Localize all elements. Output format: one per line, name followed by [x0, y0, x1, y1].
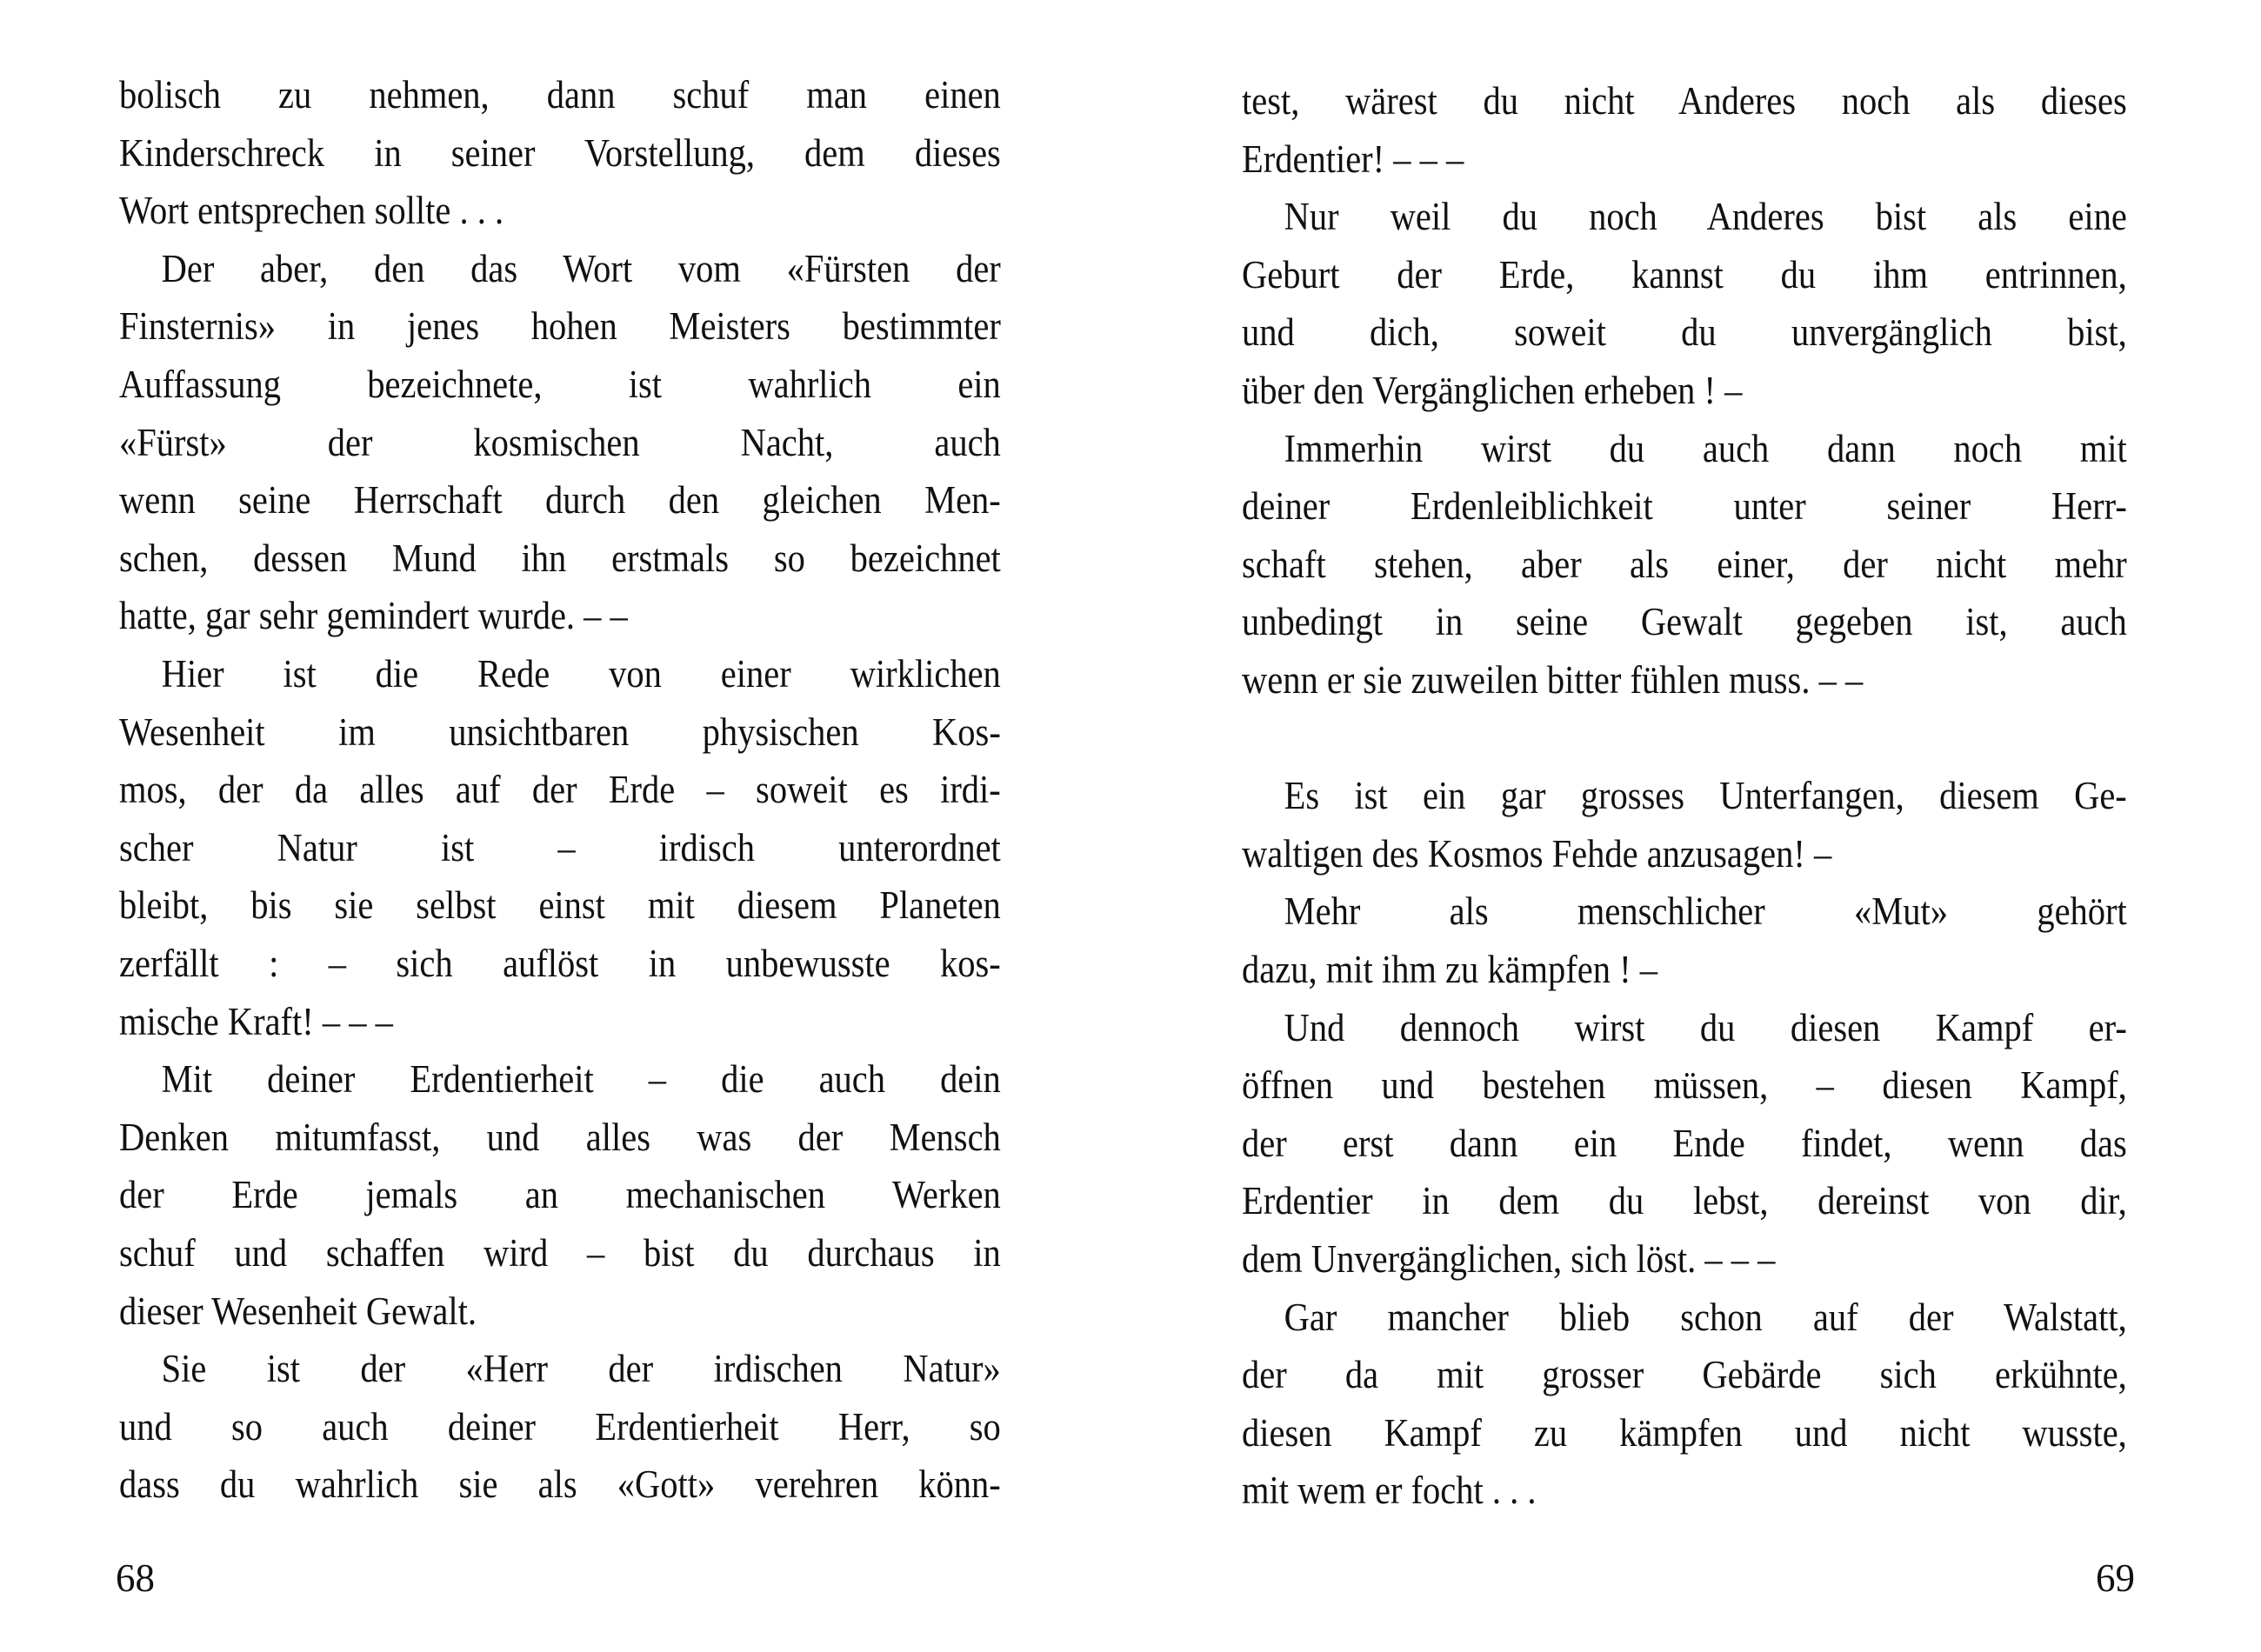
text-line: und so auch deiner Erdentierheit Herr, so — [119, 1404, 1001, 1449]
text-line: Wort entsprechen sollte . . . — [119, 189, 504, 233]
text-line: dieser Wesenheit Gewalt. — [119, 1289, 477, 1333]
text-line: test, wärest du nicht Anderes noch als dieses — [1242, 79, 2127, 123]
right-page — [1130, 0, 2261, 1652]
text-line: Es ist ein gar grosses Unterfangen, diesem Ge- — [1284, 774, 2127, 818]
text-line: Sie ist der «Herr der irdischen Natur» — [161, 1347, 1001, 1391]
page-number-right: 69 — [2096, 1556, 2135, 1600]
text-line: wenn er sie zuweilen bitter fühlen muss. – – — [1242, 658, 1864, 702]
text-line: dem Unvergänglichen, sich löst. – – – — [1242, 1237, 1776, 1281]
text-line: über den Vergänglichen erheben ! – — [1242, 369, 1743, 412]
text-line: Denken mitumfasst, und alles was der Mensch — [119, 1115, 1001, 1159]
text-line: Mit deiner Erdentierheit – die auch dein — [161, 1057, 1001, 1102]
text-line: mische Kraft! – – – — [119, 999, 393, 1043]
text-line: mos, der da alles auf der Erde – soweit es irdi- — [119, 768, 1001, 812]
text-line: und dich, soweit du unvergänglich bist, — [1242, 310, 2127, 355]
text-line: öffnen und bestehen müssen, – diesen Kampf, — [1242, 1063, 2127, 1108]
text-line: mit wem er focht . . . — [1242, 1469, 1537, 1513]
text-line: Auffassung bezeichnete, ist wahrlich ein — [119, 363, 1001, 406]
text-line: deiner Erdenleiblichkeit unter seiner Herr- — [1242, 484, 2127, 529]
text-line: bleibt, bis sie selbst einst mit diesem Planeten — [119, 883, 1001, 928]
text-line: Wesenheit im unsichtbaren physischen Kos- — [119, 709, 1001, 754]
text-line: Mehr als menschlicher «Mut» gehört — [1284, 889, 2127, 934]
text-line: diesen Kampf zu kämpfen und nicht wusste, — [1242, 1410, 2127, 1455]
text-line: Erdentier in dem du lebst, dereinst von dir, — [1242, 1179, 2127, 1223]
text-line: Gar mancher blieb schon auf der Walstatt, — [1284, 1295, 2127, 1339]
text-line: der da mit grosser Gebärde sich erkühnte, — [1242, 1353, 2127, 1397]
text-line: zerfällt : – sich auflöst in unbewusste kos- — [119, 942, 1001, 985]
left-page — [0, 0, 1130, 1652]
text-line: unbedingt in seine Gewalt gegeben ist, auch — [1242, 600, 2127, 644]
text-line: dazu, mit ihm zu kämpfen ! – — [1242, 948, 1657, 991]
text-line: Geburt der Erde, kannst du ihm entrinnen, — [1242, 252, 2127, 296]
text-line: «Fürst» der kosmischen Nacht, auch — [119, 420, 1001, 464]
text-line: Und dennoch wirst du diesen Kampf er- — [1284, 1005, 2127, 1049]
text-line: hatte, gar sehr gemindert wurde. – – — [119, 594, 628, 638]
page-number-left: 68 — [116, 1556, 155, 1600]
text-line: scher Natur ist – irdisch unterordnet — [119, 825, 1001, 869]
text-line: schen, dessen Mund ihn erstmals so bezeichnet — [119, 536, 1001, 580]
text-line: Hier ist die Rede von einer wirklichen — [161, 652, 1001, 696]
text-line: Finsternis» in jenes hohen Meisters bestimmter — [119, 304, 1001, 349]
text-line: der Erde jemals an mechanischen Werken — [119, 1173, 1001, 1217]
text-line: bolisch zu nehmen, dann schuf man einen — [119, 73, 1001, 117]
text-line: wenn seine Herrschaft durch den gleichen Men- — [119, 478, 1001, 523]
text-line: schuf und schaffen wird – bist du durchaus in — [119, 1231, 1001, 1275]
text-line — [1242, 712, 2127, 764]
text-line: dass du wahrlich sie als «Gott» verehren könn- — [119, 1462, 1001, 1507]
text-line: Nur weil du noch Anderes bist als eine — [1284, 195, 2127, 239]
text-line: Immerhin wirst du auch dann noch mit — [1284, 426, 2127, 470]
text-line: Erdentier! – – – — [1242, 137, 1464, 181]
text-line: Kinderschreck in seiner Vorstellung, dem dieses — [119, 130, 1001, 175]
text-line: Der aber, den das Wort vom «Fürsten der — [161, 246, 1001, 290]
text-line: waltigen des Kosmos Fehde anzusagen! – — [1242, 831, 1832, 876]
text-line: der erst dann ein Ende findet, wenn das — [1242, 1121, 2127, 1165]
text-line: schaft stehen, aber als einer, der nicht mehr — [1242, 542, 2127, 586]
